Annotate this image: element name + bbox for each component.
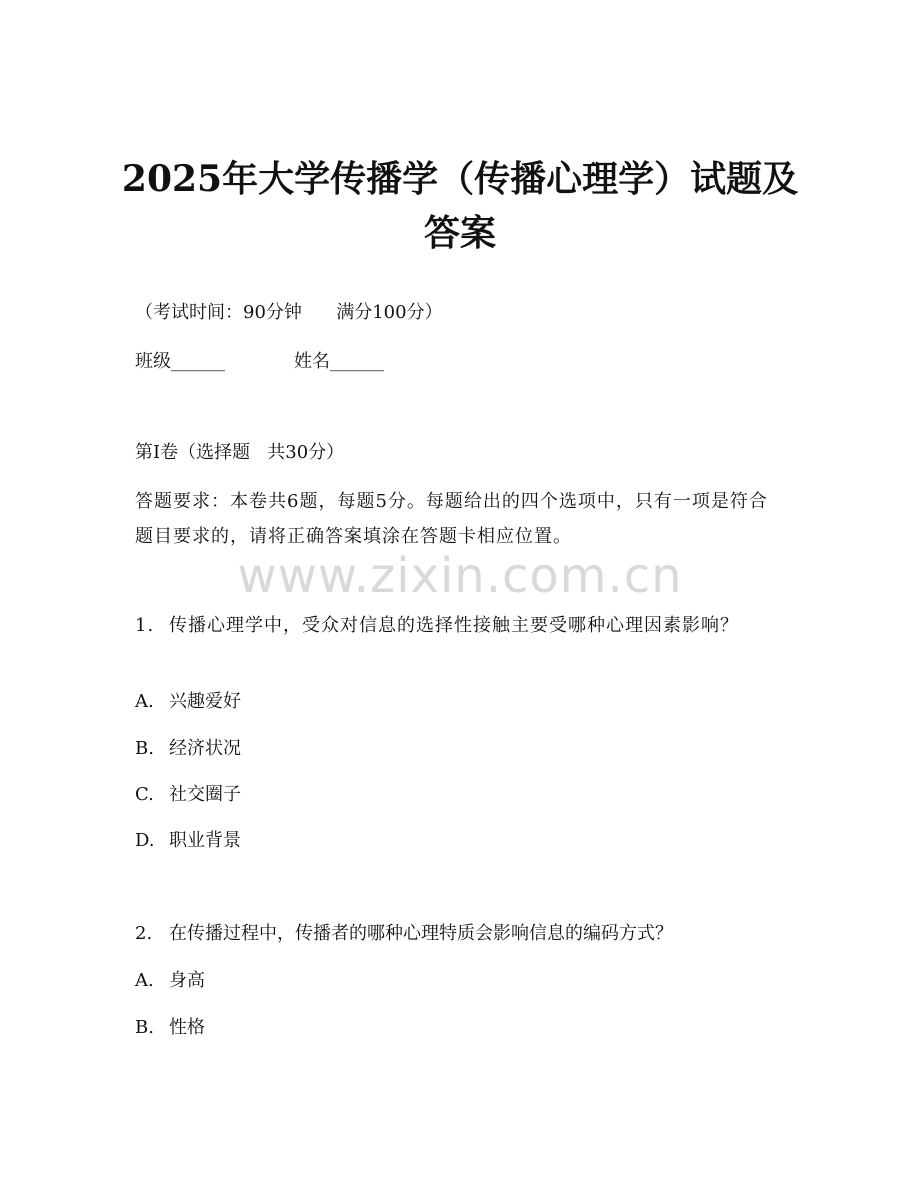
option-1b	[135, 737, 241, 761]
instructions: 答题要求：本卷共6题，每题5分。每题给出的四个选项中，只有一项是符合题目要求的，请将正确答案填涂在答题卡相应位置。	[135, 491, 768, 547]
option-label: A.	[135, 691, 154, 712]
option-label: C.	[135, 784, 154, 805]
name-field-label: 姓名______	[294, 351, 384, 372]
option-1a	[135, 690, 241, 714]
option-1d	[135, 829, 241, 853]
option-text: 性格	[169, 1017, 205, 1038]
question-number: 2.	[135, 923, 153, 944]
option-text: 身高	[169, 970, 205, 991]
option-2b	[135, 1016, 205, 1040]
section-heading: 第I卷（选择题 共30分）	[135, 442, 345, 463]
option-text: 经济状况	[169, 738, 241, 759]
question-2	[135, 922, 673, 946]
option-1c	[135, 783, 241, 807]
question-text: 在传播过程中，传播者的哪种心理特质会影响信息的编码方式？	[169, 923, 673, 944]
class-field-label: 班级______	[135, 351, 225, 372]
option-label: B.	[135, 738, 154, 759]
question-text: 传播心理学中，受众对信息的选择性接触主要受哪种心理因素影响？	[169, 615, 739, 636]
option-label: D.	[135, 830, 155, 851]
option-label: A.	[135, 970, 154, 991]
exam-info: （考试时间：90分钟 满分100分）	[135, 302, 443, 323]
document-title: 2025年大学传播学（传播心理学）试题及答案	[121, 158, 799, 254]
question-1	[135, 608, 780, 643]
option-label: B.	[135, 1017, 154, 1038]
watermark: www.zixin.com.cn	[237, 548, 683, 604]
question-number: 1.	[135, 615, 155, 636]
option-text: 兴趣爱好	[169, 691, 241, 712]
option-text: 职业背景	[169, 830, 241, 851]
option-text: 社交圈子	[169, 784, 241, 805]
option-2a	[135, 969, 205, 993]
